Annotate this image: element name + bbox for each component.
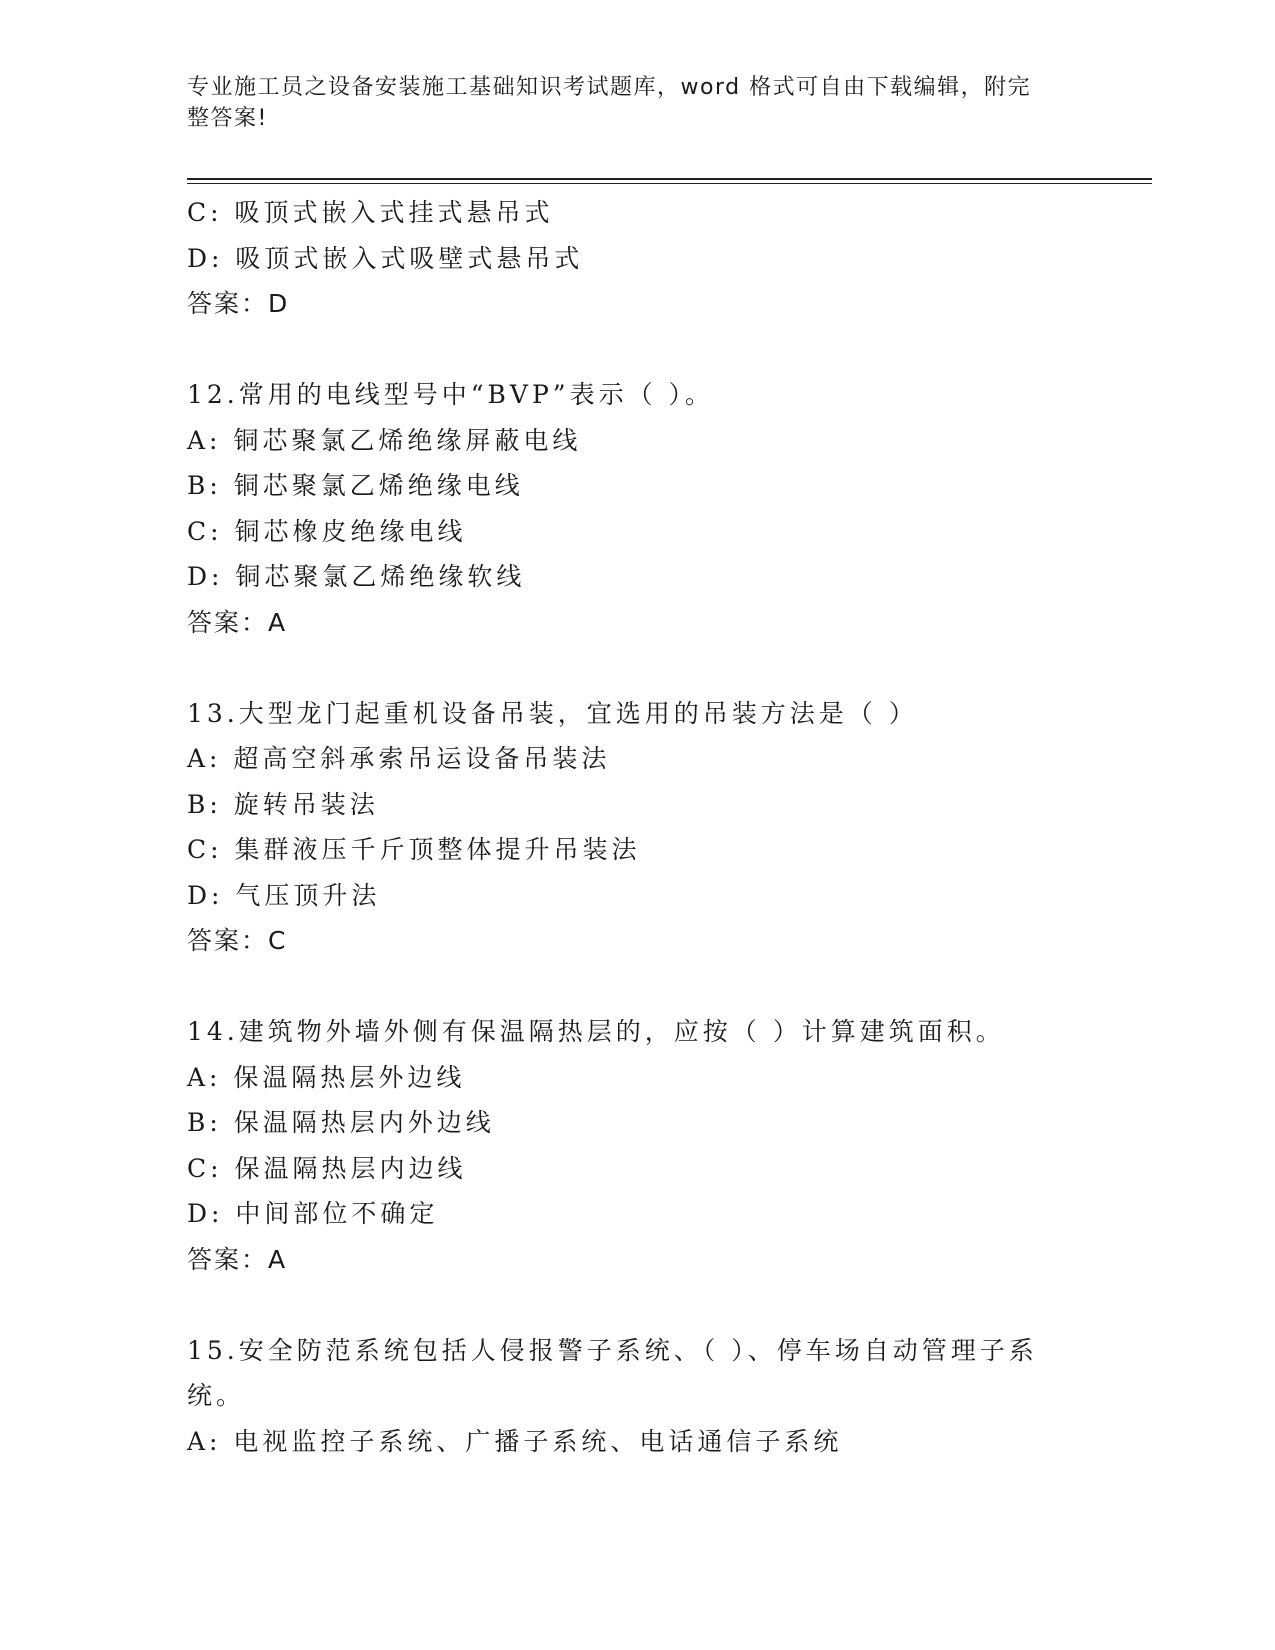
option-b: B: 铜芯聚氯乙烯绝缘电线 bbox=[187, 471, 524, 500]
spacer bbox=[187, 327, 1087, 373]
option-b: B: 旋转吊装法 bbox=[187, 789, 379, 819]
question-stem: 13.大型龙门起重机设备吊装，宜选用的吊装方法是（ ） bbox=[187, 698, 918, 728]
header-divider-thick bbox=[187, 178, 1152, 180]
question-stem-line-1: 15.安全防范系统包括人侵报警子系统、（ ）、停车场自动管理子系 bbox=[187, 1335, 1038, 1365]
header-divider-thin bbox=[187, 183, 1152, 184]
answer: 答案：A bbox=[187, 607, 288, 637]
option-a: A: 电视监控子系统、广播子系统、电话通信子系统 bbox=[187, 1426, 843, 1456]
question-block-15 bbox=[187, 1328, 1087, 1465]
question-stem-line-2: 统。 bbox=[187, 1381, 246, 1410]
question-block-12 bbox=[187, 372, 1087, 645]
header-line-2: 整答案! bbox=[187, 106, 268, 131]
option-d: D: 吸顶式嵌入式吸壁式悬吊式 bbox=[187, 243, 584, 273]
answer: 答案：D bbox=[187, 289, 290, 318]
option-c: C: 铜芯橡皮绝缘电线 bbox=[187, 516, 467, 546]
option-b: B: 保温隔热层内外边线 bbox=[187, 1108, 495, 1137]
header-line-1: 专业施工员之设备安装施工基础知识考试题库，word 格式可自由下载编辑，附完 bbox=[187, 75, 1032, 100]
question-block-13 bbox=[187, 691, 1087, 964]
option-d: D: 铜芯聚氯乙烯绝缘软线 bbox=[187, 562, 526, 591]
option-a: A: 保温隔热层外边线 bbox=[187, 1062, 466, 1092]
answer: 答案：C bbox=[187, 926, 288, 955]
spacer bbox=[187, 964, 1087, 1010]
question-stem: 14.建筑物外墙外侧有保温隔热层的，应按（ ）计算建筑面积。 bbox=[187, 1017, 1005, 1046]
option-d: D: 气压顶升法 bbox=[187, 880, 381, 910]
option-a: A: 铜芯聚氯乙烯绝缘屏蔽电线 bbox=[187, 425, 582, 455]
option-d: D: 中间部位不确定 bbox=[187, 1199, 439, 1228]
question-stem: 12.常用的电线型号中“BVP”表示（ ）。 bbox=[187, 380, 715, 409]
question-list bbox=[187, 190, 1087, 1464]
question-block-prev bbox=[187, 190, 1087, 327]
option-c: C: 吸顶式嵌入式挂式悬吊式 bbox=[187, 198, 554, 227]
document-header bbox=[187, 72, 1067, 134]
answer: 答案：A bbox=[187, 1244, 288, 1274]
option-c: C: 集群液压千斤顶整体提升吊装法 bbox=[187, 835, 641, 864]
spacer bbox=[187, 645, 1087, 691]
option-a: A: 超高空斜承索吊运设备吊装法 bbox=[187, 744, 611, 773]
question-block-14 bbox=[187, 1009, 1087, 1282]
spacer bbox=[187, 1282, 1087, 1328]
option-c: C: 保温隔热层内边线 bbox=[187, 1153, 467, 1183]
